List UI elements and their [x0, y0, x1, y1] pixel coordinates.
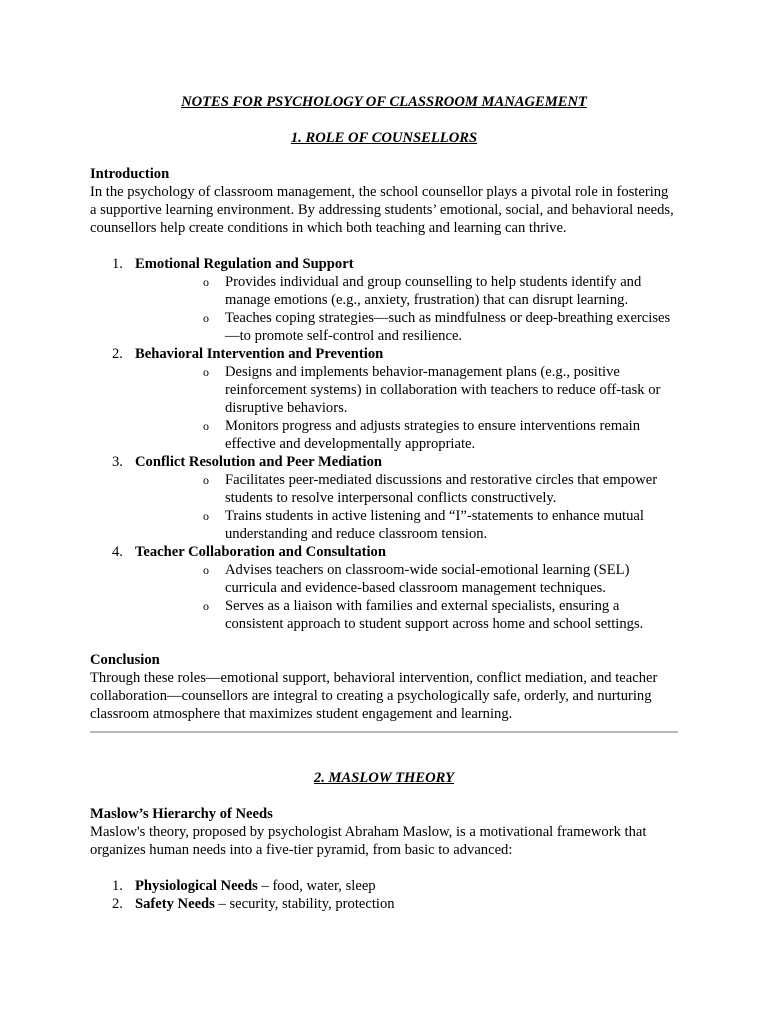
bullet-icon: o: [203, 563, 209, 577]
bullet-icon: o: [203, 473, 209, 487]
bullet-icon: o: [203, 599, 209, 613]
bullet-icon: o: [203, 275, 209, 289]
list-item: [90, 255, 678, 345]
bullet-icon: o: [203, 311, 209, 325]
sub-bullet-text: Facilitates peer-mediated discussions and restorative circles that empower students to resolve interpersonal conflicts constructively.: [225, 472, 658, 506]
sub-bullet-text: Designs and implements behavior-management plans (e.g., positive reinforcement systems) in collaboration with teachers to reduce off-task or disruptive behaviors.: [225, 364, 661, 416]
sub-bullet: [135, 507, 678, 543]
maslow-intro-paragraph: Maslow's theory, proposed by psychologist Abraham Maslow, is a motivational framework that organizes human needs into a five-tier pyramid, from basic to advanced:: [90, 824, 647, 858]
bullet-icon: o: [203, 419, 209, 433]
list-number: 3.: [112, 454, 123, 470]
list-item-title: Emotional Regulation and Support: [135, 256, 354, 272]
sub-bullet: [135, 273, 678, 309]
introduction-heading: Introduction: [90, 166, 170, 182]
sub-bullet: [135, 597, 678, 633]
list-number: 2.: [112, 346, 123, 362]
sub-bullet-list: [135, 471, 678, 543]
counsellor-roles-list: [90, 255, 678, 633]
list-number: 4.: [112, 544, 123, 560]
list-item-title: Conflict Resolution and Peer Mediation: [135, 454, 383, 470]
list-number: 1.: [112, 878, 123, 894]
sub-bullet: [135, 309, 678, 345]
need-title: Safety Needs: [135, 896, 215, 912]
sub-bullet-text: Serves as a liaison with families and external specialists, ensuring a consistent approach to student support across home and school settings.: [225, 598, 644, 632]
bullet-icon: o: [203, 365, 209, 379]
bullet-icon: o: [203, 509, 209, 523]
sub-bullet-text: Monitors progress and adjusts strategies to ensure interventions remain effective and developmentally appropriate.: [225, 418, 641, 452]
document-title: NOTES FOR PSYCHOLOGY OF CLASSROOM MANAGEMENT: [181, 94, 587, 110]
sub-bullet: [135, 417, 678, 453]
need-description: – security, stability, protection: [214, 896, 395, 912]
list-item: [90, 543, 678, 633]
section-heading-counsellors: 1. ROLE OF COUNSELLORS: [290, 130, 478, 146]
sub-bullet-text: Provides individual and group counselling to help students identify and manage emotions (e.g., anxiety, frustration) that can disrupt learning.: [225, 274, 642, 308]
sub-bullet-list: [135, 561, 678, 633]
conclusion-paragraph: Through these roles—emotional support, behavioral intervention, conflict mediation, and teacher collaboration—counsellors are integral to creating a psychologically safe, orderly, and nurturing classroom atmosphere that maximizes student engagement and learning.: [90, 670, 658, 722]
sub-bullet: [135, 471, 678, 507]
need-description: – food, water, sleep: [257, 878, 376, 894]
sub-bullet: [135, 561, 678, 597]
maslow-needs-list: [90, 877, 678, 913]
need-title: Physiological Needs: [135, 878, 258, 894]
list-item: [90, 345, 678, 453]
horizontal-divider: [90, 731, 678, 733]
sub-bullet-text: Teaches coping strategies—such as mindfulness or deep-breathing exercises—to promote self-control and resilience.: [225, 310, 671, 344]
list-item: [90, 453, 678, 543]
list-item: [90, 877, 678, 895]
list-number: 2.: [112, 896, 123, 912]
maslow-subheading: Maslow’s Hierarchy of Needs: [90, 806, 273, 822]
list-item: [90, 895, 678, 913]
sub-bullet: [135, 363, 678, 417]
introduction-paragraph: In the psychology of classroom management, the school counsellor plays a pivotal role in fostering a supportive learning environment. By addressing students’ emotional, social, and behavioral needs, counsellors help create conditions in which both teaching and learning can thrive.: [90, 184, 674, 236]
sub-bullet-text: Trains students in active listening and “I”-statements to enhance mutual understanding and reduce classroom tension.: [225, 508, 644, 542]
sub-bullet-text: Advises teachers on classroom-wide social-emotional learning (SEL) curricula and evidence-based classroom management techniques.: [225, 562, 630, 596]
conclusion-heading: Conclusion: [90, 652, 160, 668]
list-number: 1.: [112, 256, 123, 272]
section-heading-maslow: 2. MASLOW THEORY: [313, 770, 455, 786]
list-item-title: Teacher Collaboration and Consultation: [135, 544, 386, 560]
sub-bullet-list: [135, 273, 678, 345]
list-item-title: Behavioral Intervention and Prevention: [135, 346, 384, 362]
sub-bullet-list: [135, 363, 678, 453]
